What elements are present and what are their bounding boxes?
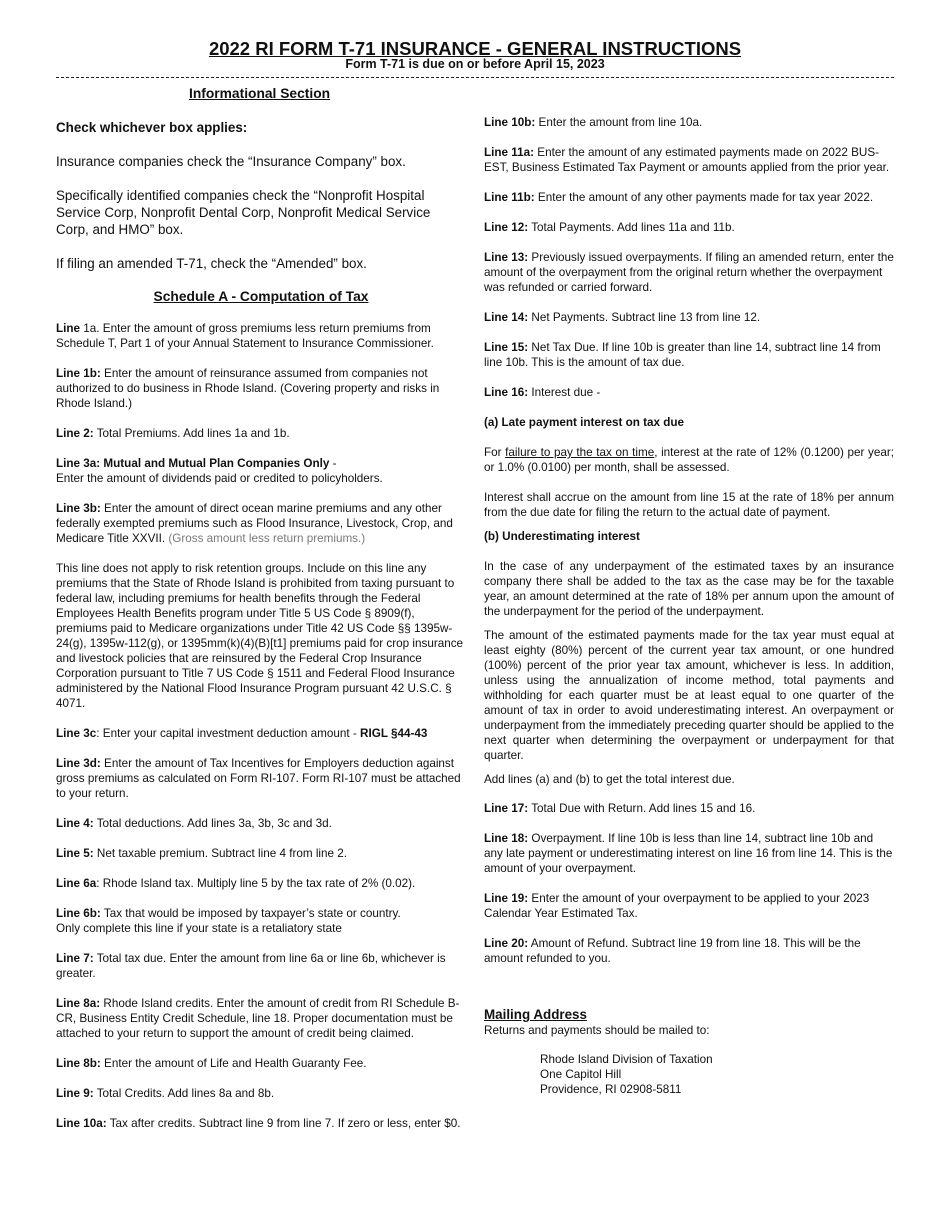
dashed-divider	[56, 77, 894, 78]
line-text: Previously issued overpayments. If filing an amended return, enter the amount of the overpayment from the original return whether the overpayment was refunded or carried forward.	[484, 251, 894, 294]
line-text: 1a. Enter the amount of gross premiums less return premiums from Schedule T, Part 1 of your Annual Statement to Insurance Commissioner.	[56, 322, 434, 350]
line-1a-instruction	[56, 321, 466, 351]
line-text: Rhode Island credits. Enter the amount of credit from RI Schedule B-CR, Business Entity Credit Schedule, line 18. Proper documentation must be attached to your return to support the amount of credit being claimed.	[56, 997, 460, 1040]
line-label: Line 1b:	[56, 367, 101, 380]
line-label: Line 6a	[56, 877, 97, 890]
line-text: Overpayment. If line 10b is less than line 14, subtract line 10b and any late payment or underestimating interest on line 16 from line 14. This is the amount of your overpayment.	[484, 832, 893, 875]
line-text: Net Tax Due. If line 10b is greater than line 14, subtract line 14 from line 10b. This is the amount of tax due.	[484, 341, 881, 369]
line-text: Enter the amount of any other payments made for tax year 2022.	[534, 191, 874, 204]
line-label: Line 3d:	[56, 757, 101, 770]
line-text: Enter the amount of direct ocean marine premiums and any other federally exempted premiums such as Flood Insurance, Livestock, Crop, and Medicare Title XXVII.	[56, 502, 453, 545]
line-label: Line 3b:	[56, 502, 101, 515]
line-11b-instruction	[484, 190, 894, 205]
address-line: Providence, RI 02908-5811	[540, 1083, 682, 1096]
line-text: For	[484, 446, 506, 459]
line-text: Enter the amount from line 10a.	[535, 116, 703, 129]
line-4-instruction	[56, 816, 466, 831]
line-label: Line 14:	[484, 311, 529, 324]
line-text: Total deductions. Add lines 3a, 3b, 3c and 3d.	[93, 817, 332, 830]
line-label: Line 11b:	[484, 191, 535, 204]
line-label: Line 20:	[484, 937, 529, 950]
line-6b-instruction	[56, 906, 466, 936]
line-text: Total Premiums. Add lines 1a and 1b.	[93, 427, 290, 440]
line-text: Net Payments. Subtract line 13 from line 12.	[528, 311, 761, 324]
line-8b-instruction	[56, 1056, 466, 1071]
due-date-subtitle: Form T-71 is due on or before April 15, 2023	[345, 57, 605, 71]
line-19-instruction	[484, 891, 894, 921]
line-8a-instruction	[56, 996, 466, 1041]
line-text: -	[329, 457, 337, 470]
line-12-instruction	[484, 220, 894, 235]
line-3b-instruction	[56, 501, 466, 546]
line-label: Line 12:	[484, 221, 529, 234]
add-lines-note: Add lines (a) and (b) to get the total interest due.	[484, 773, 735, 786]
line-text: Total Payments. Add lines 11a and 11b.	[528, 221, 735, 234]
line-11a-instruction	[484, 145, 894, 175]
line-label: Line 11a:	[484, 146, 535, 159]
line-label: Line 2:	[56, 427, 94, 440]
line-text: Net taxable premium. Subtract line 4 from line 2.	[93, 847, 348, 860]
line-label: Line 16:	[484, 386, 529, 399]
line-label: Line 10a:	[56, 1117, 107, 1130]
line-text: Total tax due. Enter the amount from line 6a or line 6b, whichever is greater.	[56, 952, 446, 980]
line-15-instruction	[484, 340, 894, 370]
underestimating-heading: (b) Underestimating interest	[484, 530, 640, 543]
line-text: Tax after credits. Subtract line 9 from line 7. If zero or less, enter $0.	[106, 1117, 461, 1130]
page-title: 2022 RI FORM T-71 INSURANCE - GENERAL INSTRUCTIONS	[208, 38, 742, 59]
mailing-address-heading: Mailing Address	[484, 1007, 587, 1022]
line-text: Enter the amount of Tax Incentives for Employers deduction against gross premiums as calculated on Form RI-107. Form RI-107 must be attached to your return.	[56, 757, 461, 800]
line-17-instruction	[484, 801, 894, 816]
line-text: Total Credits. Add lines 8a and 8b.	[93, 1087, 275, 1100]
line-label: Line 6b:	[56, 907, 101, 920]
line-13-instruction	[484, 250, 894, 295]
insurance-company-instruction: Insurance companies check the “Insurance Company” box.	[56, 154, 406, 169]
interest-accrual-paragraph: Interest shall accrue on the amount from line 15 at the rate of 18% per annum from the due date for filing the return to the actual date of payment.	[484, 491, 894, 519]
amended-instruction: If filing an amended T-71, check the “Amended” box.	[56, 256, 367, 271]
line-16-instruction	[484, 385, 894, 400]
line-label: Line 3c	[56, 727, 97, 740]
mailing-intro: Returns and payments should be mailed to:	[484, 1024, 710, 1037]
line-18-instruction	[484, 831, 894, 876]
line-label: Line 4:	[56, 817, 94, 830]
line-text: Enter the amount of any estimated payments made on 2022 BUS-EST, Business Estimated Tax Payment or amounts applied from the prior year.	[484, 146, 890, 174]
line-5-instruction	[56, 846, 466, 861]
line-text: Interest due -	[528, 386, 601, 399]
line-3d-instruction	[56, 756, 466, 801]
line-label: Line 5:	[56, 847, 94, 860]
line-label: Line 17:	[484, 802, 529, 815]
line-text: : Enter your capital investment deduction amount -	[96, 727, 361, 740]
rigl-reference: RIGL §44-43	[360, 727, 428, 740]
estimated-payments-paragraph: The amount of the estimated payments made for the tax year must equal at least eighty (80%) percent of the current year tax amount, or one hundred (100%) percent of the prior year tax amount, whichever is less. In addition, unless using the annualization of income method, total payments and withholding for each quarter must be at least equal to one quarter of the amount of tax in order to avoid underestimating interest. An overpayment or underpayment from the immediately preceding quarter should be applied to the next quarter when determining the overpayment or underpayment for that quarter.	[484, 629, 894, 762]
address-line: One Capitol Hill	[540, 1068, 622, 1081]
line-14-instruction	[484, 310, 894, 325]
informational-section-heading: Informational Section	[189, 86, 331, 101]
line-1b-instruction	[56, 366, 466, 411]
line-20-instruction	[484, 936, 894, 966]
line-text: Total Due with Return. Add lines 15 and 16.	[528, 802, 756, 815]
nonprofit-instruction: Specifically identified companies check the “Nonprofit Hospital Service Corp, Nonprofit Dental Corp, Nonprofit Medical Service Corp, and HMO” box.	[56, 188, 431, 237]
line-2-instruction	[56, 426, 466, 441]
line-7-instruction	[56, 951, 466, 981]
line-label: Line 3a: Mutual and Mutual Plan Companies Only	[56, 457, 330, 470]
line-10b-instruction	[484, 115, 894, 130]
line-text: Enter the amount of dividends paid or credited to policyholders.	[56, 472, 383, 485]
line-text: Amount of Refund. Subtract line 19 from line 18. This will be the amount refunded to you.	[484, 937, 861, 965]
line-label: Line 13:	[484, 251, 529, 264]
line-text: Tax that would be imposed by taxpayer’s state or country.	[100, 907, 401, 920]
left-column	[56, 85, 466, 1131]
address-line: Rhode Island Division of Taxation	[540, 1053, 713, 1066]
line-label: Line 18:	[484, 832, 529, 845]
right-column	[484, 115, 894, 1097]
line-text: Enter the amount of Life and Health Guaranty Fee.	[100, 1057, 367, 1070]
line-label: Line 9:	[56, 1087, 94, 1100]
line-label: Line 7:	[56, 952, 94, 965]
line-label: Line 15:	[484, 341, 529, 354]
line-6a-instruction	[56, 876, 466, 891]
line-label: Line 19:	[484, 892, 529, 905]
gross-amount-note: (Gross amount less return premiums.)	[165, 532, 366, 545]
line-label: Line 8b:	[56, 1057, 101, 1070]
line-10a-instruction	[56, 1116, 466, 1131]
line-text: Only complete this line if your state is a retaliatory state	[56, 922, 342, 935]
line-label: Line 10b:	[484, 116, 536, 129]
line-text: Enter the amount of reinsurance assumed from companies not authorized to do business in Rhode Island. (Covering property and risks in Rhode Island.)	[56, 367, 440, 410]
risk-retention-paragraph: This line does not apply to risk retention groups. Include on this line any premiums that the State of Rhode Island is prohibited from taxing pursuant to federal law, including premiums for health benefits through the Federal Employees Health Benefits program under Title 5 US Code § 8909(f), premiums paid to Medicare organizations under Title 42 US Code §§ 1395w-24(g), 1395w-112(g), or 1395mm(k)(4)(B)[t1] premiums paid for crop insurance and livestock policies that are reinsured by the Federal Crop Insurance Corporation pursuant to Title 7 US Code § 1511 and Federal Flood Insurance administered by the National Flood Insurance Program pursuant 42 U.S.C. § 4071.	[56, 562, 464, 710]
schedule-a-heading: Schedule A - Computation of Tax	[153, 289, 369, 304]
underpayment-paragraph: In the case of any underpayment of the estimated taxes by an insurance company there shall be added to the tax as the case may be for the taxable year, an amount determined at the rate of 18% per annum upon the amount of the underpayment for the period of the underpayment.	[484, 560, 894, 618]
failure-to-pay-text: failure to pay the tax on time	[505, 446, 655, 459]
line-label: Line 8a:	[56, 997, 101, 1010]
late-payment-heading: (a) Late payment interest on tax due	[484, 416, 685, 429]
line-text: : Rhode Island tax. Multiply line 5 by the tax rate of 2% (0.02).	[96, 877, 416, 890]
line-9-instruction	[56, 1086, 466, 1101]
line-3a-instruction	[56, 456, 466, 486]
check-box-heading: Check whichever box applies:	[56, 120, 248, 135]
line-text: , interest at the rate of 12% (0.1200) per year; or 1.0% (0.0100) per month, shall be assessed.	[484, 446, 895, 474]
line-text: Enter the amount of your overpayment to be applied to your 2023 Calendar Year Estimated Tax.	[484, 892, 870, 920]
mailing-address-block	[484, 1052, 894, 1097]
late-payment-paragraph	[484, 445, 894, 475]
line-3c-instruction	[56, 726, 466, 741]
line-label: Line	[56, 322, 81, 335]
